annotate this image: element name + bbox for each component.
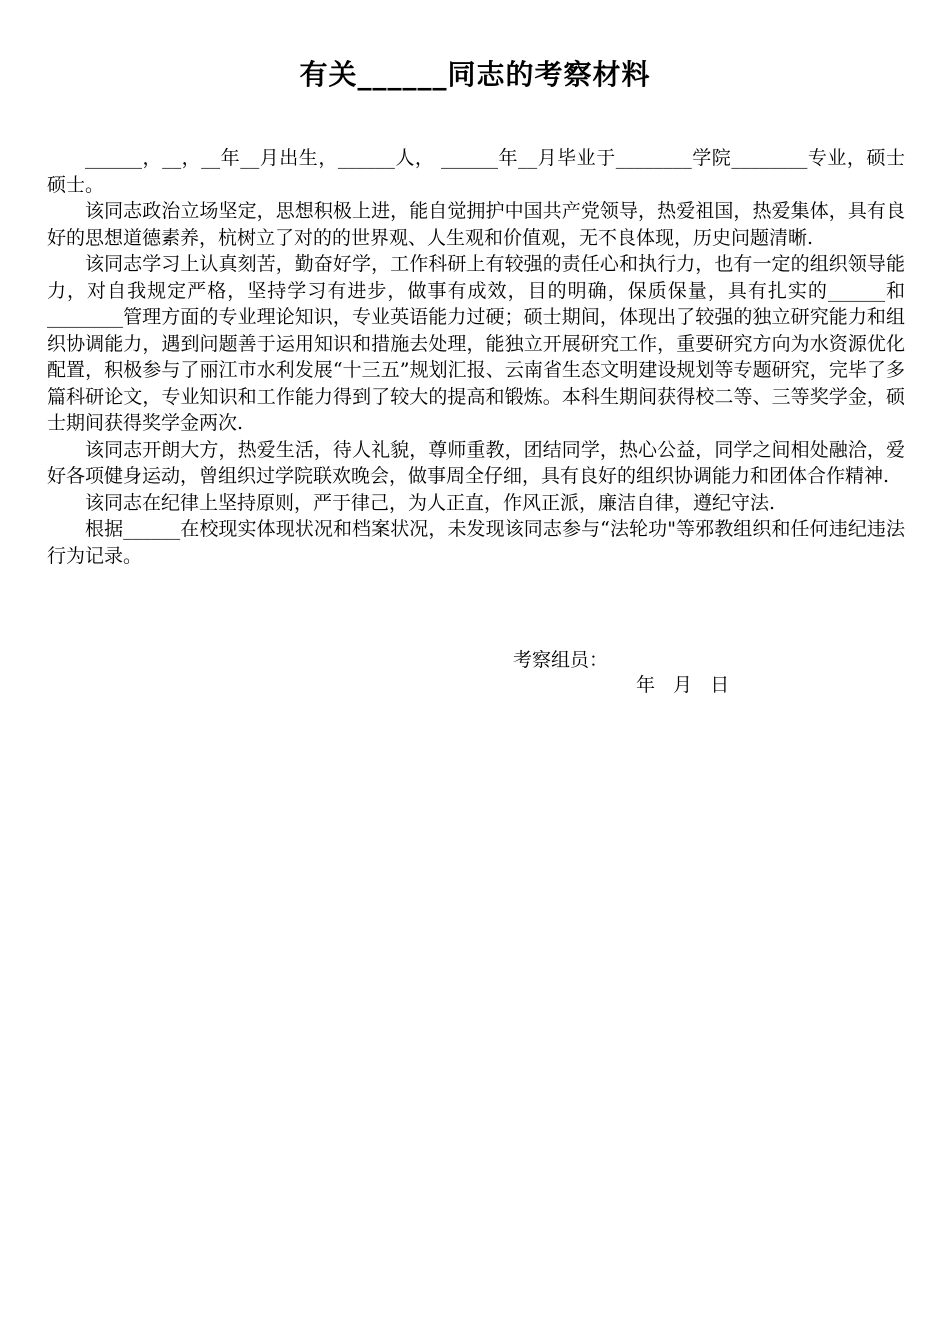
paragraph-study-work: 该同志学习上认真刻苦，勤奋好学，工作科研上有较强的责任心和执行力，也有一定的组织领导能力，对自我规定严格，坚持学习有进步，做事有成效，目的明确，保质保量，具有扎实的______和________管理方面的专业理论知识，专业英语能力过硬；硕士期间，体现出了较强的独立研究能力和组织协调能力，遇到问题善于运用知识和措施去处理，能独立开展研究工作，重要研究方向为水资源优化配置，积极参与了丽江市水利发展“十三五”规划汇报、云南省生态文明建设规划等专题研究，完毕了多篇科研论文，专业知识和工作能力得到了较大的提高和锻炼。本科生期间获得校二等、三等奖学金，硕士期间获得奖学金两次.	[47, 253, 905, 434]
paragraph-personality: 该同志开朗大方，热爱生活，待人礼貌，尊师重教，团结同学，热心公益，同学之间相处融洽，爱好各项健身运动，曾组织过学院联欢晚会，做事周全仔细，具有良好的组织协调能力和团体合作精神.	[47, 438, 905, 487]
document-title: 有关______同志的考察材料	[299, 58, 651, 91]
paragraph-discipline: 该同志在纪律上坚持原则，严于律己，为人正直，作风正派，廉洁自律，遵纪守法.	[85, 491, 776, 514]
paragraph-conclusion: 根据______在校现实体现状况和档案状况，未发现该同志参与“法轮功"等邪教组织和任何违纪违法行为记录。	[47, 518, 905, 567]
paragraph-basic-info: ______，__，__年__月出生，______人， ______年__月毕业于________学院________专业，硕士硕士。	[47, 147, 905, 196]
document-body	[47, 145, 905, 569]
paragraph-political: 该同志政治立场坚定，思想积极上进，能自觉拥护中国共产党领导，热爱祖国，热爱集体，具有良好的思想道德素养，杭树立了对的的世界观、人生观和价值观，无不良体现，历史问题清晰.	[47, 200, 905, 249]
signoff-examiners: 考察组员：	[513, 649, 609, 671]
signoff-date: 年 月 日	[636, 674, 730, 696]
